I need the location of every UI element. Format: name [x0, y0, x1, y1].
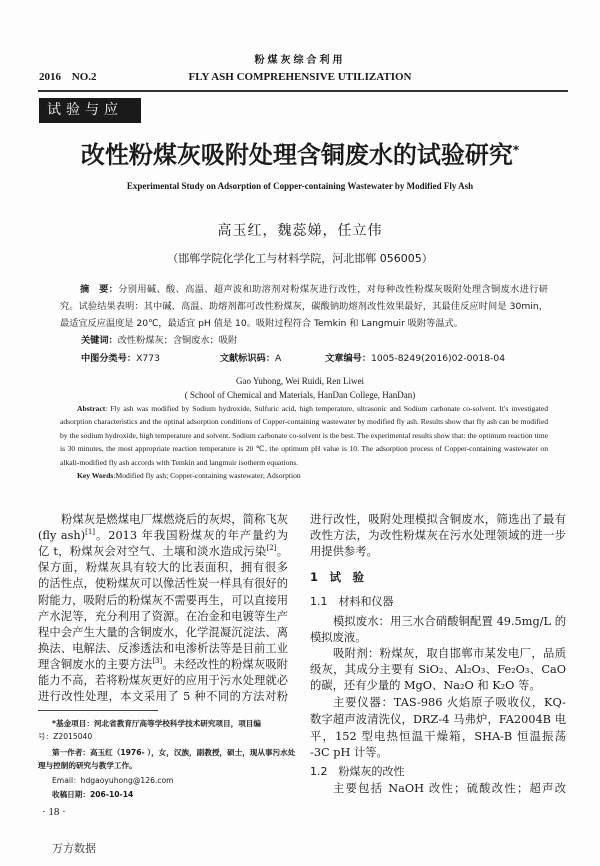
- citation-ref: [2]: [266, 544, 277, 553]
- body-line: [38, 576, 288, 592]
- footnote-line: 理与控制的研究与教学工作。: [38, 761, 137, 770]
- section-tag: 试验与应用: [39, 98, 141, 123]
- body-line: [310, 528, 566, 544]
- line-text: 1.2 粉煤灰的改性: [310, 765, 405, 778]
- footnote-line: 号：Z2015040: [38, 732, 93, 741]
- citation-ref: [3]: [152, 657, 163, 666]
- abstract-cn: [60, 281, 548, 332]
- line-text: 的碳，还有少量的 MgO、Na₂O 和 K₂O 等。: [310, 679, 541, 692]
- body-line: [38, 625, 288, 641]
- affiliation: （邯郸学院化学化工与材料学院，河北邯郸 056005）: [167, 252, 433, 265]
- body-line: [310, 662, 566, 678]
- body-line: [38, 544, 288, 560]
- article-no-label: 文章编号：: [325, 353, 372, 364]
- line-text: 进行改性处理，本文采用了 5 种不同的方法对粉: [38, 690, 288, 704]
- footnote-line: 收稿日期：206-10-14: [52, 790, 134, 799]
- title-text: 改性粉煤灰吸附处理含铜废水的试验研究: [80, 141, 513, 169]
- line-text: (fly ash): [38, 529, 86, 543]
- footnote-line: 第一作者：高玉红（1976- ），女，汉族，副教授，硕士，现从事污水处: [52, 748, 296, 757]
- line-text: 保方面，粉煤灰具有较大的比表面积，拥有很多: [38, 561, 288, 575]
- line-text: 。未经改性的粉煤灰吸附: [162, 657, 288, 671]
- body-line: [38, 593, 288, 609]
- title-footnote-mark: *: [512, 143, 520, 157]
- line-text: 程中会产生大量的含铜废水，化学混凝沉淀法、离: [38, 625, 288, 639]
- page-number: · 18 ·: [42, 806, 66, 818]
- header-rule: [38, 90, 568, 92]
- body-line: [38, 528, 288, 544]
- body-line: [61, 512, 288, 528]
- body-line: [38, 689, 288, 705]
- footnote-rule: [38, 710, 158, 711]
- issue-number: 2016 NO.2: [39, 71, 97, 83]
- keywords-en-label: Key Words: [77, 471, 114, 481]
- line-text: 能力不高，若将粉煤灰更好的应用于污水处理就必: [38, 674, 288, 687]
- body-line: [333, 646, 566, 662]
- abstract-text: 分别用碱、酸、高温、超声波和助溶剂对粉煤灰进行改性，对每种改性粉煤灰吸附处理含铜废水进行研究。试验结果表明：其中碱、高温、助熔剂都可改性粉煤灰，碳酸钠助熔剂改性效果最好，其最佳反应时间是 30min，最适宜反应温度是 20℃，最适宜 pH 值是 10。吸附过程符合 Temkin 和 Langmuir 吸附等温式。: [60, 284, 548, 329]
- line-text: 的活性点，使粉煤灰可以像活性炭一样具有很好的: [38, 577, 288, 591]
- line-text: 。: [276, 545, 288, 559]
- keywords-text: 改性粉煤灰；含铜废水；吸附: [117, 335, 238, 346]
- doc-code-label: 文献标识码：: [219, 353, 275, 364]
- keywords-cn: [60, 332, 548, 350]
- line-text: -3C pH 计等。: [310, 746, 388, 759]
- article-title-en: Experimental Study on Adsorption of Copper-containing Wastewater by Modified Fly Ash: [126, 181, 474, 191]
- keywords-label: 关键词：: [81, 335, 118, 346]
- line-text: 亿 t，粉煤灰会对空气、土壤和淡水造成污染: [38, 545, 267, 559]
- article-title: [0, 140, 600, 170]
- line-text: 主要包括 NaOH 改性；硫酸改性；超声改: [333, 782, 566, 795]
- line-text: 数字超声波清洗仪，DRZ-4 马弗炉，FA2004B 电: [310, 713, 566, 726]
- body-line: [310, 512, 566, 528]
- abstract-label: 摘 要：: [80, 284, 119, 295]
- affiliation-en: ( School of Chemical and Materials, HanDan College, HanDan): [184, 390, 416, 400]
- abstract-en-text: : Fly ash was modified by Sodium hydroxide, Sulfuric acid, high temperature, ultrasonic and Sodium carbonate co-solvent. It's investigated adsorption characteristics and the optinal adsorption conditions of Copper-containing wastewater by modified fly ash. Results show that fly ash can be modified by the sodium hydroxide, high temperature and solvent. Sodium carbonate co-solvent is the best. The experimental results show that: the optimum reaction time is 30 minutes, the most appropriate reaction temperature is 20 ℃, the optimum pH value is 10. The adsorption process of Copper-containing wastewater on alkali-modified fly ash accords with Temkin and langmuir isotherm equations.: [60, 404, 548, 467]
- body-line: [38, 673, 288, 689]
- section-heading: [310, 569, 364, 585]
- classification-row: [60, 350, 548, 368]
- line-text: 粉煤灰是燃煤电厂煤燃烧后的灰烬，简称飞灰: [61, 513, 288, 526]
- body-line: [310, 729, 566, 745]
- line-text: 级灰，其成分主要有 SiO₂、Al₂O₃、Fe₂O₃、CaO: [310, 663, 566, 676]
- subsection-heading: [310, 764, 405, 780]
- body-line: [310, 712, 566, 728]
- journal-name-cn: 粉煤灰综合利用: [254, 55, 346, 66]
- authors: 高玉红，魏蕊娣，任立伟: [217, 223, 383, 239]
- subsection-heading: [310, 594, 394, 610]
- article-no-value: 1005-8249(2016)02-0018-04: [371, 353, 506, 364]
- body-line: [38, 657, 288, 673]
- abstract-en: [60, 402, 548, 469]
- keywords-en-text: :Modified fly ash; Copper-containing wastewater; Adsorption: [113, 471, 301, 481]
- line-text: 平，152 型电热恒温干燥箱，SHA-B 恒温振荡: [310, 730, 566, 743]
- line-text: 改性方法，为改性粉煤灰在污水处理领域的进一步: [310, 529, 566, 542]
- line-text: 模拟废液。: [310, 631, 367, 644]
- authors-en: Gao Yuhong, Wei Ruidi, Ren Liwei: [235, 376, 364, 386]
- line-text: 进行改性，吸附处理模拟含铜废水，筛选出了最有: [310, 513, 566, 526]
- citation-ref: [1]: [85, 528, 96, 537]
- line-text: 吸附剂：粉煤灰，取自邯郸市某发电厂，品质: [333, 647, 566, 660]
- body-line: [310, 630, 566, 646]
- body-line: [38, 609, 288, 625]
- line-text: 理含铜废水的主要方法: [38, 657, 153, 671]
- line-text: 产水泥等，充分利用了资源。在冶金和电镀等生产: [38, 609, 288, 623]
- line-text: 1.1 材料和仪器: [310, 595, 394, 608]
- clc-value: X773: [136, 353, 160, 364]
- body-line: [333, 614, 566, 630]
- body-line: [38, 641, 288, 657]
- line-text: 1 试 验: [310, 570, 365, 584]
- doc-code-value: A: [274, 353, 282, 364]
- line-text: 用提供参考。: [310, 545, 378, 558]
- abstract-block: [60, 281, 548, 482]
- footnote-line: *基金项目：河北省教育厅高等学校科学技术研究项目，项目编: [52, 719, 261, 728]
- line-text: 主要仪器：TAS-986 火焰原子吸收仪，KQ-: [333, 696, 566, 709]
- line-text: 模拟废水：用三水合硝酸铜配置 49.5mg/L 的: [333, 615, 566, 628]
- journal-name-en: FLY ASH COMPREHENSIVE UTILIZATION: [188, 71, 412, 83]
- body-line: [310, 544, 566, 560]
- body-line: [310, 678, 566, 694]
- line-text: 附能力，吸附后的粉煤灰不需要再生，可以直接用: [38, 593, 288, 607]
- body-line: [310, 745, 566, 761]
- line-text: 。2013 年我国粉煤灰的年产量约为: [95, 529, 288, 543]
- clc-label: 中图分类号：: [81, 353, 137, 364]
- line-text: 换法、电解法、反渗透法和电渗析法等是目前工业: [38, 641, 288, 655]
- abstract-en-label: Abstract: [77, 404, 106, 413]
- watermark-text: 万方数据: [52, 842, 96, 855]
- body-line: [333, 781, 566, 797]
- footnote-line: Email：hdgaoyuhong@126.com: [52, 776, 174, 785]
- body-line: [38, 560, 288, 576]
- keywords-en: [60, 469, 548, 482]
- body-line: [333, 695, 566, 711]
